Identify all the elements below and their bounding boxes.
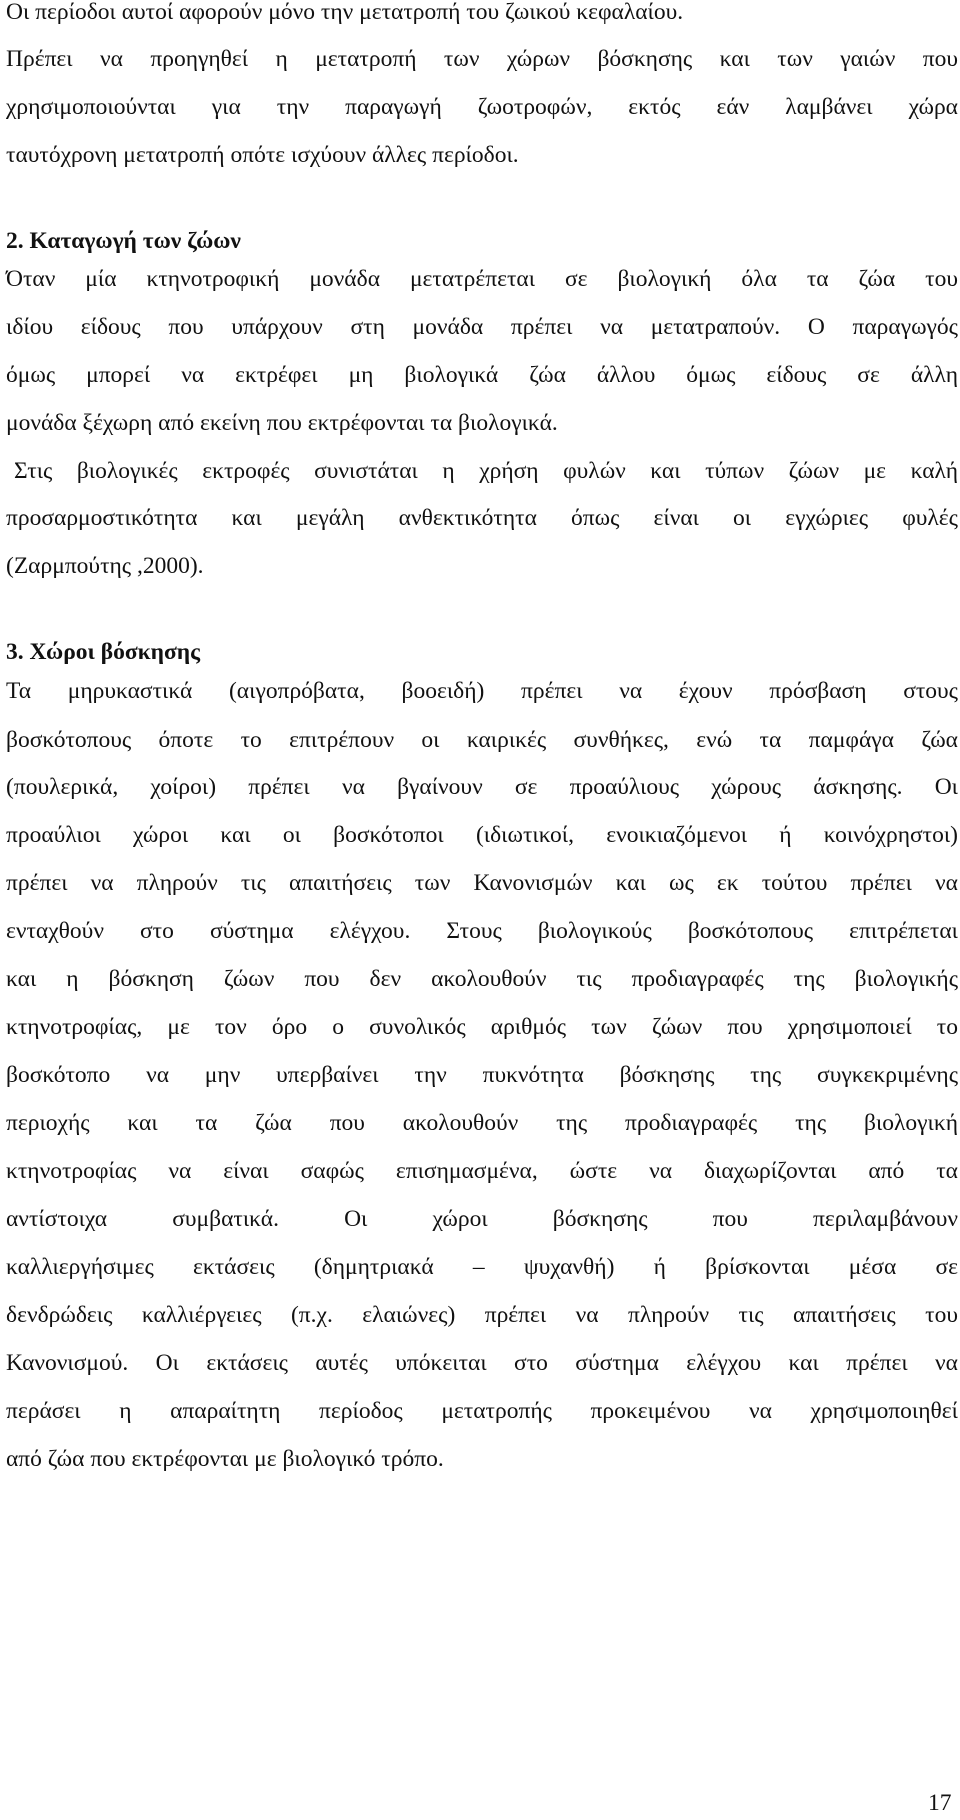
text-line: κτηνοτροφίας, με τον όρο ο συνολικός αριθμός των ζώων που χρησιμοποιεί το	[6, 1014, 958, 1040]
page-number: 17	[928, 1790, 952, 1816]
text-line: κτηνοτροφίας να είναι σαφώς επισημασμένα, ώστε να διαχωρίζονται από τα	[6, 1158, 958, 1184]
text-line: Πρέπει να προηγηθεί η μετατροπή των χώρων βόσκησης και των γαιών που	[6, 46, 958, 72]
text-line: ενταχθούν στο σύστημα ελέγχου. Στους βιολογικούς βοσκότοπους επιτρέπεται	[6, 918, 958, 944]
section-heading-3: 3. Χώροι βόσκησης	[6, 639, 201, 665]
text-line: προσαρμοστικότητα και μεγάλη ανθεκτικότητα όπως είναι οι εγχώριες φυλές	[6, 505, 958, 531]
text-line: Όταν μία κτηνοτροφική μονάδα μετατρέπεται σε βιολογική όλα τα ζώα του	[6, 266, 958, 292]
text-line: ταυτόχρονη μετατροπή οπότε ισχύουν άλλες περίοδοι.	[6, 142, 519, 168]
text-line: περιοχής και τα ζώα που ακολουθούν της προδιαγραφές της βιολογική	[6, 1110, 958, 1136]
text-line: (Ζαρμπούτης ,2000).	[6, 553, 204, 579]
text-line: προαύλιοι χώροι και οι βοσκότοποι (ιδιωτικοί, ενοικιαζόμενοι ή κοινόχρηστοι)	[6, 822, 958, 848]
text-line: Κανονισμού. Οι εκτάσεις αυτές υπόκειται στο σύστημα ελέγχου και πρέπει να	[6, 1350, 958, 1376]
text-line: χρησιμοποιούνται για την παραγωγή ζωοτροφών, εκτός εάν λαμβάνει χώρα	[6, 94, 958, 120]
text-line: (πουλερικά, χοίροι) πρέπει να βγαίνουν σε προαύλιους χώρους άσκησης. Οι	[6, 774, 958, 800]
text-line: ιδίου είδους που υπάρχουν στη μονάδα πρέπει να μετατραπούν. Ο παραγωγός	[6, 314, 958, 340]
text-line: βοσκότοπο να μην υπερβαίνει την πυκνότητα βόσκησης της συγκεκριμένης	[6, 1062, 958, 1088]
text-line: πρέπει να πληρούν τις απαιτήσεις των Κανονισμών και ως εκ τούτου πρέπει να	[6, 870, 958, 896]
section-heading-2: 2. Καταγωγή των ζώων	[6, 228, 241, 254]
text-line: βοσκότοπους όποτε το επιτρέπουν οι καιρικές συνθήκες, ενώ τα παμφάγα ζώα	[6, 727, 958, 753]
text-line: από ζώα που εκτρέφονται με βιολογικό τρόπο.	[6, 1446, 444, 1472]
text-line: περάσει η απαραίτητη περίοδος μετατροπής προκειμένου να χρησιμοποιηθεί	[6, 1398, 958, 1424]
text-line: και η βόσκηση ζώων που δεν ακολουθούν τις προδιαγραφές της βιολογικής	[6, 966, 958, 992]
text-line: αντίστοιχα συμβατικά. Οι χώροι βόσκησης που περιλαμβάνουν	[6, 1206, 958, 1232]
text-line: όμως μπορεί να εκτρέφει μη βιολογικά ζώα άλλου όμως είδους σε άλλη	[6, 362, 958, 388]
text-line: καλλιεργήσιμες εκτάσεις (δημητριακά – ψυχανθή) ή βρίσκονται μέσα σε	[6, 1254, 958, 1280]
text-line: Τα μηρυκαστικά (αιγοπρόβατα, βοοειδή) πρέπει να έχουν πρόσβαση στους	[6, 678, 958, 704]
text-line: Στις βιολογικές εκτροφές συνιστάται η χρήση φυλών και τύπων ζώων με καλή	[14, 458, 958, 484]
text-line: μονάδα ξέχωρη από εκείνη που εκτρέφονται τα βιολογικά.	[6, 410, 558, 436]
text-line: Οι περίοδοι αυτοί αφορούν μόνο την μετατροπή του ζωικού κεφαλαίου.	[6, 0, 684, 25]
text-line: δενδρώδεις καλλιέργειες (π.χ. ελαιώνες) πρέπει να πληρούν τις απαιτήσεις του	[6, 1302, 958, 1328]
